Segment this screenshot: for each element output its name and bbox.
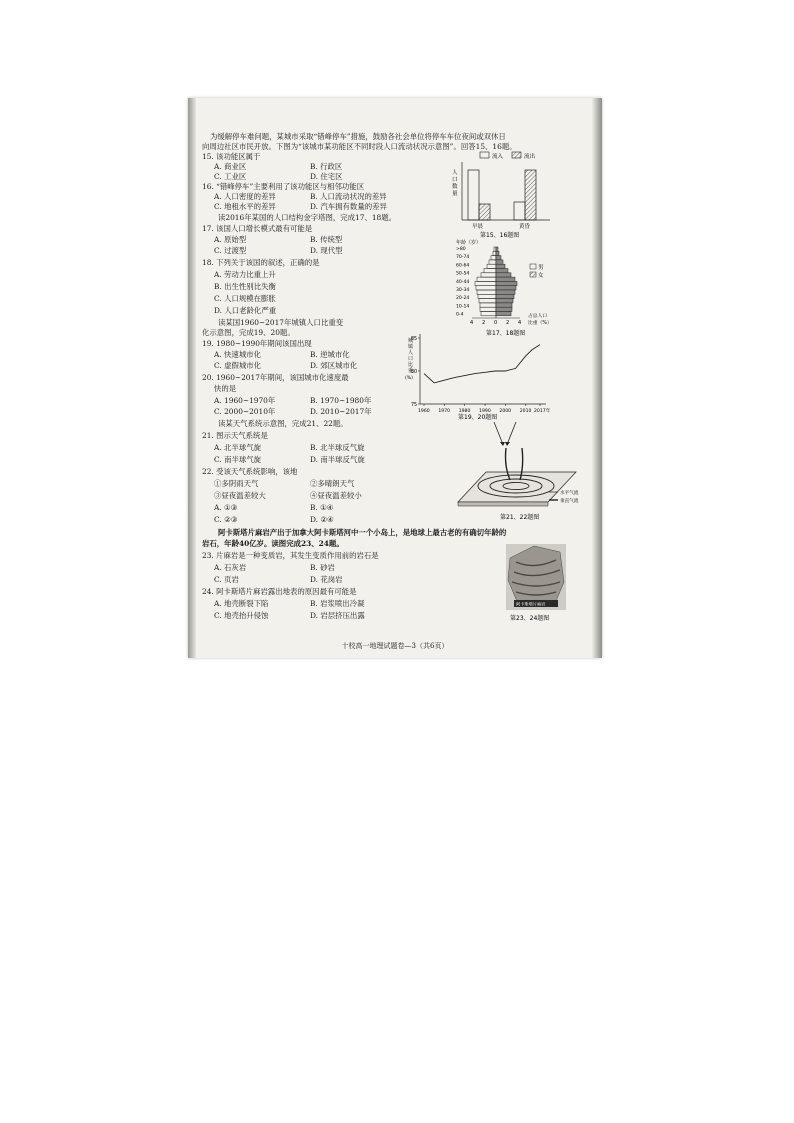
q23-stem: 23. 片麻岩是一种变质岩，其发生变质作用前的岩石是 (202, 551, 379, 560)
bar-evening-inflow (514, 202, 525, 220)
male-bar (480, 307, 496, 311)
age-label: 60-64 (456, 263, 470, 269)
q17-option-d[interactable]: D. 现代型 (310, 246, 343, 255)
x-tick-label: 1960 (418, 409, 430, 414)
male-bar (484, 269, 496, 273)
intro-15-16-line1: 为缓解停车难问题，某城市采取“错峰停车”措施，鼓励各社会单位将停车车位夜间或双休日 (210, 132, 506, 141)
legend-vertical-label: 垂直气流 (560, 499, 579, 504)
legend-male-label: 男 (538, 265, 544, 271)
y-axis-label-4: 口 (408, 356, 414, 362)
pyramid-bars (475, 247, 517, 316)
y-axis-label-2: 镇 (408, 344, 414, 350)
age-label: 50-54 (456, 271, 470, 277)
arrowhead-right (505, 442, 510, 446)
q20-option-a[interactable]: A. 1960~1970年 (214, 396, 276, 405)
age-label: 20-24 (456, 296, 470, 302)
q24-option-c[interactable]: C. 地壳抬升侵蚀 (214, 611, 269, 620)
q22-option-a[interactable]: A. ①③ (214, 503, 238, 512)
figure-15-16 (450, 150, 560, 240)
x-tick-label: 2000 (499, 409, 512, 414)
fig1516-ylabel-2: 口 (452, 177, 458, 183)
male-bar (477, 290, 496, 294)
fig1516-ylabel-1: 人 (452, 170, 458, 176)
q23-option-d[interactable]: D. 花岗岩 (310, 575, 343, 584)
x-tick-label: 2010 (519, 409, 532, 414)
age-label: 0-4 (456, 312, 464, 318)
male-bar (481, 273, 496, 277)
q19-option-b[interactable]: B. 逆城市化 (310, 350, 350, 359)
x-tick-label: 1970 (438, 409, 451, 414)
q15-option-a[interactable]: A. 商业区 (214, 162, 247, 171)
legend-inflow-swatch (480, 152, 489, 158)
q19-option-c[interactable]: C. 虚假城市化 (214, 361, 262, 370)
q22-item-4: ④昼夜温差较小 (310, 491, 362, 500)
age-label: 10-14 (456, 304, 470, 310)
down-arrow-left (494, 422, 502, 442)
q21-option-b[interactable]: B. 北半球反气旋 (310, 443, 365, 452)
age-label: 40-44 (456, 279, 470, 285)
q23-option-c[interactable]: C. 页岩 (214, 575, 239, 584)
fig1516-caption: 第15、16题图 (480, 232, 520, 239)
q15-option-c[interactable]: C. 工业区 (214, 172, 247, 181)
female-bar (496, 277, 515, 281)
q18-option-a[interactable]: A. 劳动力比重上升 (214, 270, 276, 279)
q15-stem: 15. 该功能区属于 (202, 152, 261, 161)
q20-option-b[interactable]: B. 1970~1980年 (310, 396, 372, 405)
age-label: >80 (456, 247, 466, 252)
female-bar (496, 273, 511, 277)
y-tick-label: 75 (411, 403, 418, 408)
q23-option-b[interactable]: B. 砂岩 (310, 563, 335, 572)
intro-15-16-line2: 向周边社区市民开放。下图为“该城市某功能区不同时段人口流动状况示意图”。回答15、16题。 (202, 142, 517, 151)
arrowhead-left (500, 442, 505, 446)
q22-item-1: ①多阴雨天气 (214, 479, 259, 488)
legend-horizontal-label: 水平气流 (560, 491, 579, 496)
q17-stem: 17. 该国人口增长模式最有可能是 (202, 224, 313, 233)
q24-option-d[interactable]: D. 岩层挤压出露 (310, 611, 365, 620)
q22-option-d[interactable]: D. ②④ (310, 515, 334, 524)
xlabel-morning: 早晨 (472, 224, 484, 230)
figure-17-18 (452, 238, 582, 338)
page-footer: 十校高一地理试题卷—3（共6页） (341, 642, 449, 650)
intro-17-18: 读2016年某国的人口结构金字塔图，完成17、18题。 (218, 213, 397, 222)
axis-title-1: 占总人口 (528, 314, 548, 319)
female-bar (496, 303, 512, 307)
q21-option-d[interactable]: D. 南半球反气旋 (310, 455, 365, 464)
ground-plane-edge (458, 502, 548, 506)
tick-0: 0 (494, 320, 498, 326)
q16-option-c[interactable]: C. 地租水平的差异 (214, 202, 276, 211)
male-bar (487, 264, 496, 268)
q20-option-d[interactable]: D. 2010~2017年 (310, 407, 372, 416)
series-urban-ratio-line (424, 345, 540, 383)
q19-option-d[interactable]: D. 郊区城市化 (310, 361, 358, 370)
q22-item-2: ②多晴朗天气 (310, 479, 355, 488)
intro-19-20-line2: 化示意图，完成19、20题。 (202, 328, 295, 337)
intro-19-20-line1: 读某国1960~2017年城镇人口比重变 (218, 318, 344, 327)
female-bar (496, 307, 512, 311)
female-bar (496, 290, 515, 294)
q20-stem-line2: 快的是 (214, 384, 237, 393)
y-axis-label-1: 城 (408, 338, 414, 344)
q24-stem: 24. 阿卡斯塔片麻岩露出地表的原因最有可能是 (202, 587, 357, 596)
intro-23-24-line1: 阿卡斯塔片麻岩产出于加拿大阿卡斯塔河中一个小岛上，是地球上最古老的有确切年龄的 (218, 528, 507, 537)
female-bar (496, 264, 505, 268)
y-axis-label-6: 重 (408, 368, 414, 374)
male-bar (478, 294, 496, 298)
legend-outflow-swatch (512, 152, 521, 158)
legend-female-swatch (530, 272, 536, 277)
pyramid-ylabel: 年龄（岁） (456, 240, 482, 246)
q18-stem: 18. 下列关于该国的叙述，正确的是 (202, 258, 320, 267)
figure-21-22 (450, 420, 590, 530)
legend-female-label: 女 (538, 273, 544, 279)
q18-option-b[interactable]: B. 出生性别比失衡 (214, 282, 276, 291)
q23-option-a[interactable]: A. 石灰岩 (214, 563, 247, 572)
q16-option-a[interactable]: A. 人口密度的差异 (214, 192, 276, 201)
q19-stem: 19. 1980~1990年期间该国出现 (202, 339, 312, 348)
q15-option-b[interactable]: B. 行政区 (310, 162, 343, 171)
fig2122-caption: 第21、22题图 (500, 514, 540, 521)
tick-2-left: 2 (482, 320, 486, 326)
q16-option-b[interactable]: B. 人口流动状况的差异 (310, 192, 387, 201)
x-tick-label: 1980 (458, 409, 471, 414)
female-bar (496, 251, 499, 255)
male-bar (475, 281, 496, 285)
tick-4-left: 4 (470, 320, 474, 326)
q18-option-d[interactable]: D. 人口老龄化严重 (214, 306, 277, 315)
y-axis-label-3: 人 (408, 350, 414, 356)
x-tick-label: 2017年 (534, 409, 551, 414)
bar-morning-inflow (468, 170, 479, 220)
q18-option-c[interactable]: C. 人口规模在膨胀 (214, 294, 276, 303)
male-bar (477, 277, 496, 281)
q16-option-d[interactable]: D. 汽车拥有数量的差异 (310, 202, 387, 211)
fig2324-caption: 第23、24题图 (510, 615, 550, 622)
male-bar (480, 303, 496, 307)
male-bar (476, 286, 496, 290)
ground-plane (458, 472, 576, 502)
fig1920-caption: 第19、20题图 (458, 414, 498, 421)
fig1718-caption: 第17、18题图 (486, 330, 526, 337)
male-bar (493, 251, 496, 255)
intro-23-24-line2: 岩石，年龄40亿岁。读图完成23、24题。 (202, 539, 344, 548)
male-bar (491, 256, 496, 260)
x-tick-label: 1990 (479, 409, 491, 414)
female-bar (496, 247, 498, 251)
male-bar (479, 299, 496, 303)
age-label: 70-74 (456, 255, 470, 261)
female-bar (496, 294, 514, 298)
female-bar (496, 312, 511, 316)
q22-item-3: ③昼夜温差较大 (214, 491, 266, 500)
q21-option-a[interactable]: A. 北半球气旋 (214, 443, 261, 452)
q17-option-a[interactable]: A. 原始型 (214, 235, 247, 244)
q24-option-a[interactable]: A. 地壳断裂下陷 (214, 599, 269, 608)
male-bar (481, 312, 496, 316)
legend-inflow-label: 流入 (492, 154, 504, 160)
q20-option-c[interactable]: C. 2000~2010年 (214, 407, 276, 416)
legend-male-swatch (530, 264, 536, 269)
tick-4-right: 4 (518, 320, 522, 326)
female-bar (496, 286, 516, 290)
down-arrow-right (508, 422, 516, 442)
intro-21-22: 读某天气系统示意图，完成21、22题。 (218, 419, 348, 428)
photo-label: 阿卡斯塔片麻岩 (516, 601, 546, 607)
age-labels (456, 246, 469, 318)
figure-19-20-chart (396, 330, 556, 422)
y-axis-label-5: 比 (408, 362, 414, 368)
q22-stem: 22. 受该天气系统影响，该地 (202, 467, 298, 476)
q20-stem-line1: 20. 1960~2017年期间，该国城市化速度最 (202, 373, 349, 382)
female-bar (496, 299, 513, 303)
fig1516-ylabel-4: 量 (452, 191, 458, 197)
q22-option-c[interactable]: C. ②③ (214, 515, 238, 524)
q16-stem: 16. “错峰停车”主要利用了该功能区与相邻功能区 (202, 182, 365, 191)
q17-option-c[interactable]: C. 过渡型 (214, 246, 247, 255)
bar-morning-outflow (479, 204, 490, 220)
axis-title-2: 比重（%） (528, 321, 552, 326)
xlabel-evening: 黄昏 (519, 224, 531, 230)
legend-outflow-label: 流出 (524, 154, 536, 160)
age-label: 30-34 (456, 288, 470, 293)
q22-option-b[interactable]: B. ①④ (310, 503, 334, 512)
q24-option-b[interactable]: B. 岩浆喷出冷凝 (310, 599, 365, 608)
figure-23-24 (506, 544, 570, 624)
female-bar (496, 260, 503, 264)
female-bar (496, 269, 508, 273)
q21-option-c[interactable]: C. 南半球气旋 (214, 455, 262, 464)
q19-option-a[interactable]: A. 快速城市化 (214, 350, 261, 359)
female-bar (496, 281, 517, 285)
female-bar (496, 256, 501, 260)
fig1516-ylabel-3: 数 (452, 184, 458, 190)
y-tick-label: 85 (411, 337, 418, 342)
x-ticks (418, 404, 551, 414)
y-axis-label-7: (%) (405, 376, 413, 381)
q21-stem: 21. 图示天气系统是 (202, 431, 268, 440)
tick-2-right: 2 (506, 320, 510, 326)
exam-sheet (188, 98, 602, 658)
y-tick-label: 80 (411, 370, 418, 375)
bar-evening-outflow (525, 170, 536, 220)
q15-option-d[interactable]: D. 住宅区 (310, 172, 343, 181)
male-bar (489, 260, 496, 264)
q17-option-b[interactable]: B. 传统型 (310, 235, 343, 244)
